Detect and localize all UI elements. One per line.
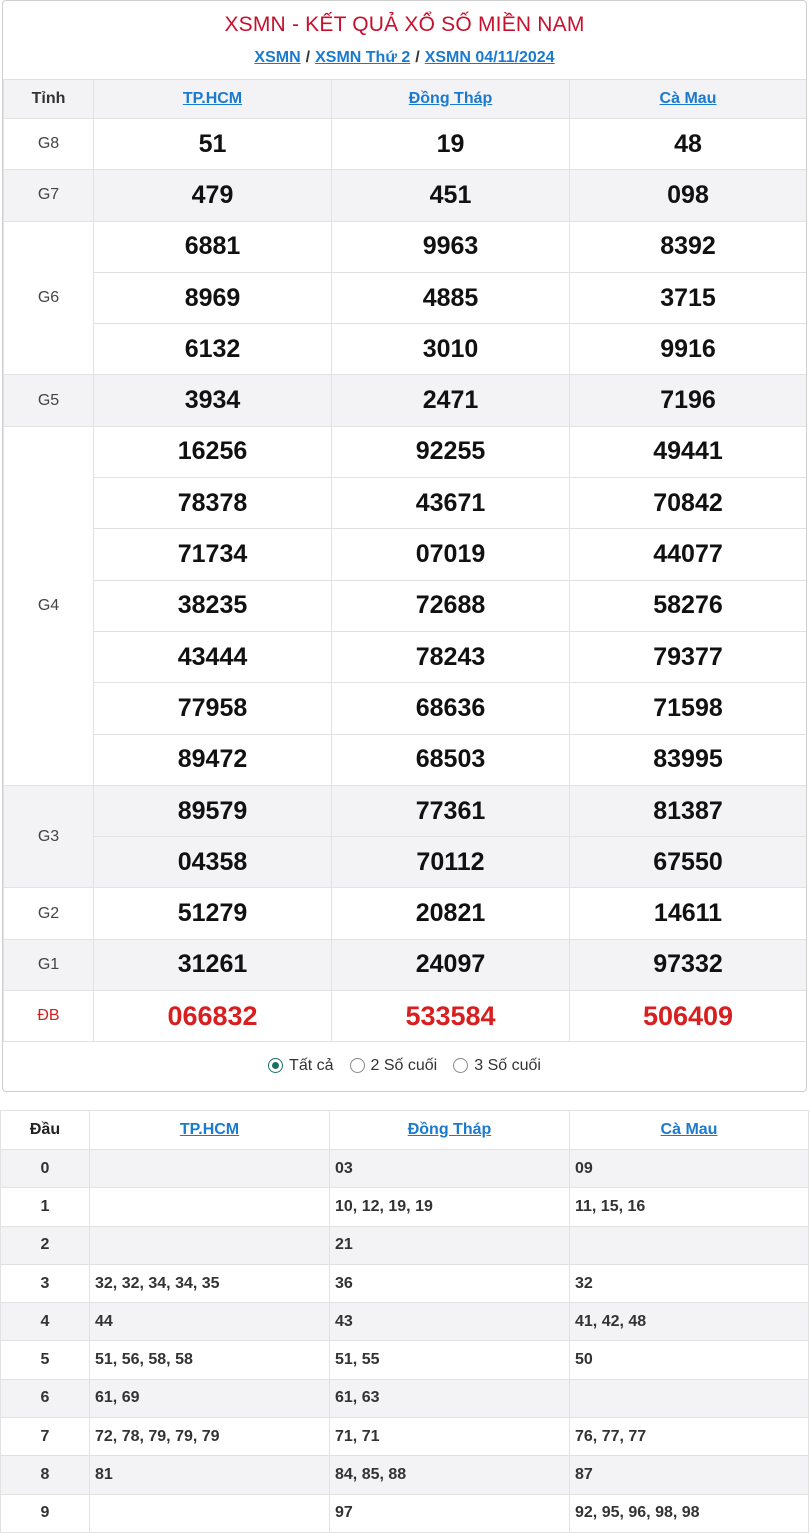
loto-col-1: [90, 1111, 330, 1150]
col-province-2: [332, 80, 570, 119]
loto-values: 87: [570, 1456, 809, 1494]
prize-number: 451: [332, 170, 570, 221]
col-province-1: [94, 80, 332, 119]
prize-number: 79377: [570, 631, 807, 682]
loto-head-table: [0, 1110, 809, 1533]
loto-values: 71, 71: [330, 1418, 570, 1456]
prize-number: 44077: [570, 529, 807, 580]
prize-row-g6: [4, 324, 807, 375]
loto-row: [1, 1418, 809, 1456]
prize-number: 67550: [570, 837, 807, 888]
prize-number: 70112: [332, 837, 570, 888]
loto-dau: 7: [1, 1418, 90, 1456]
loto-dau: 4: [1, 1303, 90, 1341]
loto-values: 51, 56, 58, 58: [90, 1341, 330, 1379]
breadcrumb-separator: /: [415, 49, 420, 66]
filter-last-3-label: 3 Số cuối: [474, 1056, 541, 1074]
loto-values: 44: [90, 1303, 330, 1341]
prize-number: 6132: [94, 324, 332, 375]
radio-unchecked-icon[interactable]: [350, 1058, 365, 1073]
prize-number: 43671: [332, 478, 570, 529]
prize-row-g3: [4, 837, 807, 888]
radio-unchecked-icon[interactable]: [453, 1058, 468, 1073]
prize-number: 2471: [332, 375, 570, 426]
results-card: [2, 0, 807, 1092]
loto-dau: 0: [1, 1150, 90, 1188]
prize-number: 20821: [332, 888, 570, 939]
prize-row-g8: [4, 119, 807, 170]
prize-number: 479: [94, 170, 332, 221]
loto-row: [1, 1494, 809, 1532]
loto-values: 76, 77, 77: [570, 1418, 809, 1456]
prize-row-g4: [4, 426, 807, 477]
loto-dau: 2: [1, 1226, 90, 1264]
page-title: XSMN - KẾT QUẢ XỔ SỐ MIỀN NAM: [224, 13, 585, 36]
loto-col-2: [330, 1111, 570, 1150]
loto-row: [1, 1150, 809, 1188]
prize-row-db: [4, 991, 807, 1042]
prize-number: 14611: [570, 888, 807, 939]
loto-values: 32: [570, 1264, 809, 1302]
prize-number: 3934: [94, 375, 332, 426]
loto-values: 84, 85, 88: [330, 1456, 570, 1494]
prize-number: 51: [94, 119, 332, 170]
loto-header-row: [1, 1111, 809, 1150]
col-province-label: Tỉnh: [4, 80, 94, 119]
prize-row-g4: [4, 478, 807, 529]
loto-values: [90, 1188, 330, 1226]
prize-row-g6: [4, 221, 807, 272]
filter-last-3[interactable]: [453, 1057, 541, 1075]
prize-number: 3715: [570, 272, 807, 323]
col-province-3: [570, 80, 807, 119]
loto-values: 81: [90, 1456, 330, 1494]
prize-number: 506409: [570, 991, 807, 1042]
prize-number: 8392: [570, 221, 807, 272]
loto-col-3: [570, 1111, 809, 1150]
loto-values: [570, 1226, 809, 1264]
prize-number: 89472: [94, 734, 332, 785]
loto-values: 51, 55: [330, 1341, 570, 1379]
filter-all[interactable]: [268, 1057, 333, 1075]
loto-province-link-ca-mau[interactable]: Cà Mau: [660, 1121, 718, 1138]
loto-values: 97: [330, 1494, 570, 1532]
loto-values: 50: [570, 1341, 809, 1379]
loto-values: 41, 42, 48: [570, 1303, 809, 1341]
prize-number: 77361: [332, 785, 570, 836]
prize-row-g1: [4, 939, 807, 990]
prize-number: 72688: [332, 580, 570, 631]
prize-number: 066832: [94, 991, 332, 1042]
prize-row-g7: [4, 170, 807, 221]
results-header-row: [4, 80, 807, 119]
results-table: [3, 79, 807, 1042]
prize-number: 78378: [94, 478, 332, 529]
loto-values: 10, 12, 19, 19: [330, 1188, 570, 1226]
loto-row: [1, 1226, 809, 1264]
prize-row-g6: [4, 272, 807, 323]
loto-body: [1, 1150, 809, 1533]
prize-row-g2: [4, 888, 807, 939]
prize-number: 77958: [94, 683, 332, 734]
prize-number: 6881: [94, 221, 332, 272]
loto-values: [570, 1379, 809, 1417]
prize-label-db: ĐB: [4, 991, 94, 1042]
prize-row-g3: [4, 785, 807, 836]
breadcrumb-xsmn-thu-2[interactable]: XSMN Thứ 2: [315, 49, 411, 66]
loto-province-link-tphcm[interactable]: TP.HCM: [179, 1121, 240, 1138]
prize-number: 89579: [94, 785, 332, 836]
loto-row: [1, 1264, 809, 1302]
prize-number: 83995: [570, 734, 807, 785]
digit-filter: [3, 1042, 806, 1089]
loto-values: 92, 95, 96, 98, 98: [570, 1494, 809, 1532]
prize-number: 38235: [94, 580, 332, 631]
loto-province-link-dong-thap[interactable]: Đồng Tháp: [407, 1121, 492, 1138]
prize-label-g8: G8: [4, 119, 94, 170]
prize-number: 19: [332, 119, 570, 170]
filter-last-2[interactable]: [350, 1057, 438, 1075]
breadcrumb-xsmn[interactable]: XSMN: [254, 49, 301, 66]
col-dau-label: Đầu: [1, 1111, 90, 1150]
prize-number: 9916: [570, 324, 807, 375]
loto-values: 61, 63: [330, 1379, 570, 1417]
loto-values: 03: [330, 1150, 570, 1188]
prize-number: 78243: [332, 631, 570, 682]
loto-values: [90, 1226, 330, 1264]
prize-number: 7196: [570, 375, 807, 426]
loto-row: [1, 1303, 809, 1341]
prize-label-g1: G1: [4, 939, 94, 990]
loto-values: 72, 78, 79, 79, 79: [90, 1418, 330, 1456]
prize-row-g4: [4, 683, 807, 734]
breadcrumb-xsmn-date[interactable]: XSMN 04/11/2024: [424, 49, 555, 66]
prize-number: 098: [570, 170, 807, 221]
prize-number: 68636: [332, 683, 570, 734]
loto-dau: 9: [1, 1494, 90, 1532]
prize-row-g4: [4, 734, 807, 785]
prize-row-g5: [4, 375, 807, 426]
prize-row-g4: [4, 631, 807, 682]
province-link-dong-thap[interactable]: Đồng Tháp: [408, 90, 493, 107]
loto-values: 09: [570, 1150, 809, 1188]
loto-dau: 3: [1, 1264, 90, 1302]
prize-number: 43444: [94, 631, 332, 682]
results-body: [4, 119, 807, 1042]
prize-label-g5: G5: [4, 375, 94, 426]
prize-number: 8969: [94, 272, 332, 323]
breadcrumb: [3, 48, 806, 68]
loto-row: [1, 1341, 809, 1379]
prize-number: 92255: [332, 426, 570, 477]
loto-values: 32, 32, 34, 34, 35: [90, 1264, 330, 1302]
filter-all-label: Tất cả: [289, 1056, 334, 1074]
loto-values: [90, 1494, 330, 1532]
prize-label-g3: G3: [4, 785, 94, 888]
prize-number: 97332: [570, 939, 807, 990]
prize-number: 9963: [332, 221, 570, 272]
prize-number: 16256: [94, 426, 332, 477]
prize-number: 70842: [570, 478, 807, 529]
loto-values: 61, 69: [90, 1379, 330, 1417]
province-link-tphcm[interactable]: TP.HCM: [182, 90, 243, 107]
loto-row: [1, 1188, 809, 1226]
loto-dau: 8: [1, 1456, 90, 1494]
prize-number: 58276: [570, 580, 807, 631]
prize-number: 51279: [94, 888, 332, 939]
loto-values: 21: [330, 1226, 570, 1264]
prize-row-g4: [4, 529, 807, 580]
prize-number: 31261: [94, 939, 332, 990]
prize-number: 3010: [332, 324, 570, 375]
prize-number: 49441: [570, 426, 807, 477]
prize-row-g4: [4, 580, 807, 631]
prize-number: 533584: [332, 991, 570, 1042]
prize-label-g6: G6: [4, 221, 94, 375]
prize-number: 04358: [94, 837, 332, 888]
prize-number: 81387: [570, 785, 807, 836]
loto-dau: 6: [1, 1379, 90, 1417]
loto-row: [1, 1379, 809, 1417]
prize-number: 4885: [332, 272, 570, 323]
loto-dau: 5: [1, 1341, 90, 1379]
loto-values: 11, 15, 16: [570, 1188, 809, 1226]
breadcrumb-separator: /: [305, 49, 311, 66]
prize-number: 71734: [94, 529, 332, 580]
loto-dau: 1: [1, 1188, 90, 1226]
prize-number: 24097: [332, 939, 570, 990]
prize-number: 71598: [570, 683, 807, 734]
results-header: [3, 1, 806, 79]
prize-label-g7: G7: [4, 170, 94, 221]
prize-label-g4: G4: [4, 426, 94, 785]
prize-number: 07019: [332, 529, 570, 580]
prize-number: 48: [570, 119, 807, 170]
radio-checked-icon[interactable]: [268, 1058, 283, 1073]
prize-number: 68503: [332, 734, 570, 785]
province-link-ca-mau[interactable]: Cà Mau: [659, 90, 717, 107]
loto-values: [90, 1150, 330, 1188]
loto-values: 43: [330, 1303, 570, 1341]
prize-label-g2: G2: [4, 888, 94, 939]
loto-row: [1, 1456, 809, 1494]
loto-values: 36: [330, 1264, 570, 1302]
filter-last-2-label: 2 Số cuối: [370, 1056, 438, 1074]
